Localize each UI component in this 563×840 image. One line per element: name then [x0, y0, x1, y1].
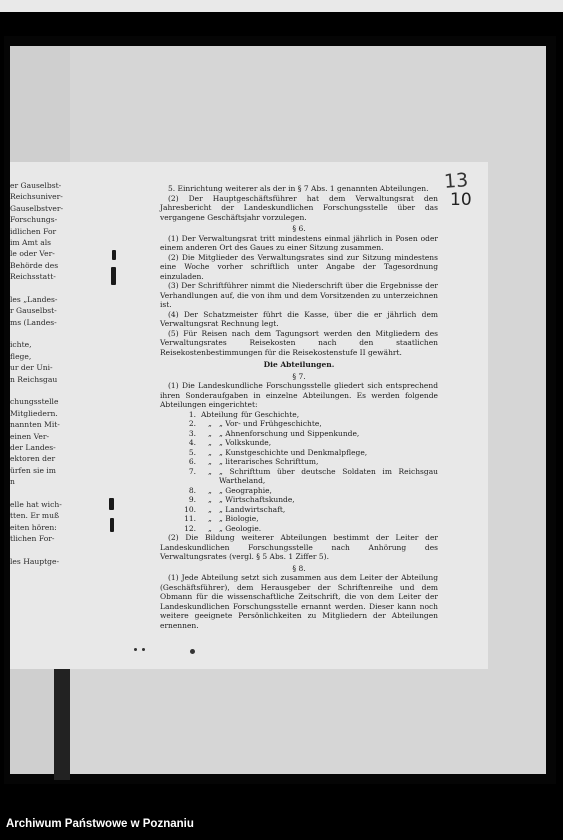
neighbor-fragment-line: Behörde des: [10, 260, 59, 270]
section-heading: § 6.: [292, 224, 306, 233]
neighbor-page-fragments: [10, 180, 70, 567]
abteilung-number: 4.: [188, 438, 196, 447]
abteilung-prefix: Abteilung: [201, 409, 238, 419]
abteilung-title: „ Vor- und Frühgeschichte,: [219, 419, 322, 428]
neighbor-fragment-line: er Gauselbst-: [10, 181, 62, 190]
neighbor-fragment-line: flege,: [10, 351, 32, 361]
handwritten-page-number: 13: [443, 169, 469, 193]
neighbor-fragment-line: Gauselbstver-: [10, 203, 64, 213]
abteilung-title: „ Schrifttum über deutsche Soldaten im Reichsgau Wartheland,: [219, 466, 438, 485]
abteilung-number: 12.: [184, 523, 196, 533]
paragraph: (1) Der Verwaltungsrat tritt mindestens einmal jährlich in Posen oder einem anderen Ort des Gaues zu einer Sitzung zusammen.: [160, 233, 438, 252]
neighbor-fragment-line: [10, 328, 70, 339]
neighbor-fragment-line: Reichsstatt-: [10, 272, 56, 282]
abteilung-prefix: „: [208, 428, 212, 438]
abteilung-number: 7.: [188, 466, 196, 476]
neighbor-fragment-line: [10, 545, 70, 556]
punch-hole-mark: [112, 250, 116, 260]
abteilung-number: 9.: [188, 495, 196, 504]
abteilung-row: [160, 457, 438, 467]
paragraph: (5) Für Reisen nach dem Tagungsort werden den Mitgliedern des Verwaltungsrates Reisekosten nach den staatlichen Reisekostenbestimmungen für die Reisekostenstufe II gewährt.: [160, 328, 438, 357]
abteilung-number: 11.: [184, 514, 196, 523]
paragraph: (1) Die Landeskundliche Forschungsstelle gliedert sich entsprechend ihren Sonderaufgaben in einzelne Abteilungen. Es werden folgende Abteilungen eingerichtet:: [160, 381, 438, 409]
neighbor-fragment-line: tlichen For-: [10, 534, 55, 544]
abteilung-title: für Geschichte,: [240, 409, 300, 419]
abteilung-prefix: „: [208, 419, 212, 428]
neighbor-fragment-line: im Amt als: [10, 237, 52, 247]
abteilung-title: „ literarisches Schrifttum,: [219, 457, 319, 466]
abteilung-row: [160, 429, 438, 439]
neighbor-fragment-line: le oder Ver-: [10, 249, 55, 259]
neighbor-fragment-line: der Landes-: [10, 442, 56, 452]
paragraph: 5. Einrichtung weiterer als der in § 7 Abs. 1 genannten Abteilungen.: [168, 184, 429, 193]
punch-hole-mark: [110, 518, 114, 532]
document-body: [160, 184, 438, 630]
neighbor-fragment-line: tten. Er muß: [10, 511, 60, 521]
neighbor-fragment-line: les Hauptge-: [10, 556, 60, 566]
abteilung-prefix: „: [208, 438, 212, 447]
neighbor-fragment-line: [10, 385, 70, 396]
section-heading: § 8.: [292, 563, 306, 573]
abteilung-title: „ Biologie,: [219, 514, 259, 523]
archive-label: Archiwum Państwowe w Poznaniu: [6, 818, 194, 830]
specks: [190, 649, 195, 654]
film-top-strip: [0, 0, 563, 12]
neighbor-fragment-line: r Gauselbst-: [10, 306, 57, 316]
neighbor-fragment-line: les „Landes-: [10, 294, 58, 304]
handwritten-page-number-corrected: 10: [450, 190, 472, 210]
abteilung-title: „ Geographie,: [219, 485, 272, 495]
punch-hole-mark: [111, 267, 116, 285]
paragraph: (2) Die Mitglieder des Verwaltungsrates sind zur Sitzung mindestens eine Woche vorher schriftlich unter Angabe der Tagesordnung einzuladen.: [160, 252, 438, 281]
abteilung-title: „ Landwirtschaft,: [219, 504, 286, 514]
neighbor-fragment-line: ichte,: [10, 340, 32, 350]
abteilung-row: [160, 448, 438, 458]
neighbor-fragment-line: chungsstelle: [10, 397, 59, 407]
abteilung-prefix: „: [208, 495, 212, 504]
abteilung-row: [160, 410, 438, 420]
neighbor-fragment-line: Mitgliedern.: [10, 408, 58, 418]
abteilung-title: „ Kunstgeschichte und Denkmalpflege,: [219, 447, 368, 457]
abteilung-title: „ Wirtschaftskunde,: [219, 495, 295, 504]
section-heading: § 7.: [292, 371, 306, 381]
abteilung-prefix: „: [208, 447, 212, 457]
punch-hole-mark: [109, 498, 114, 510]
neighbor-fragment-line: n: [10, 477, 15, 487]
paragraph: (2) Die Bildung weiterer Abteilungen bestimmt der Leiter der Landeskundlichen Forschungsstelle nach Anhörung des Verwaltungsrates (vergl. § 5 Abs. 1 Ziffer 5).: [160, 533, 438, 561]
abteilung-number: 1.: [188, 409, 196, 419]
neighbor-fragment-line: ürfen sie im: [10, 465, 56, 475]
abteilung-title: „ Geologie.: [219, 523, 262, 533]
neighbor-fragment-line: ur der Uni-: [10, 363, 53, 373]
abteilung-number: 8.: [188, 485, 196, 495]
neighbor-fragment-line: n Reichsgau: [10, 374, 58, 384]
abteilung-row: [160, 514, 438, 524]
archive-footer: [0, 808, 563, 840]
abteilung-row: [160, 419, 438, 429]
neighbor-fragment-line: [10, 283, 70, 294]
abteilung-row: [160, 524, 438, 534]
abteilung-prefix: „: [208, 485, 212, 495]
abteilung-title: „ Volkskunde,: [219, 438, 272, 447]
abteilung-prefix: „: [208, 457, 212, 466]
abteilung-number: 5.: [188, 447, 196, 457]
neighbor-fragment-line: idlichen For: [10, 226, 57, 236]
abteilung-number: 6.: [188, 457, 196, 466]
abteilung-row: [160, 438, 438, 448]
abteilung-number: 10.: [184, 504, 196, 514]
specks: [134, 648, 137, 651]
neighbor-fragment-line: nannten Mit-: [10, 420, 60, 430]
neighbor-fragment-line: elle hat wich-: [10, 499, 62, 509]
abteilung-row: [160, 486, 438, 496]
abteilung-prefix: „: [208, 504, 212, 514]
neighbor-fragment-line: Reichsuniver-: [10, 192, 63, 202]
chapter-heading: Die Abteilungen.: [263, 360, 335, 369]
abteilung-prefix: „: [208, 466, 212, 476]
abteilung-row: [160, 505, 438, 515]
paragraph: (4) Der Schatzmeister führt die Kasse, über die er jährlich dem Verwaltungsrat Rechnung legt.: [160, 309, 438, 328]
abteilung-prefix: „: [208, 523, 212, 533]
abteilung-row: [160, 495, 438, 505]
abteilungen-list: [160, 410, 438, 534]
abteilung-prefix: „: [208, 514, 212, 523]
abteilung-title: „ Ahnenforschung und Sippenkunde,: [219, 428, 360, 438]
abteilung-number: 3.: [188, 428, 196, 438]
paragraph: (2) Der Hauptgeschäftsführer hat dem Verwaltungsrat den Jahresbericht der Landeskundlichen Forschungsstelle über das vergangene Geschäftsjahr vorzulegen.: [160, 193, 438, 222]
neighbor-fragment-line: einen Ver-: [10, 431, 50, 441]
abteilung-number: 2.: [188, 419, 196, 428]
neighbor-fragment-line: eiten hören:: [10, 522, 57, 532]
neighbor-fragment-line: [10, 488, 70, 499]
abteilung-row: [160, 467, 438, 486]
paragraph: (3) Der Schriftführer nimmt die Niederschrift über die Ergebnisse der Verhandlungen auf, die von ihm und dem Vorsitzenden zu unterzeichnen ist.: [160, 281, 438, 309]
neighbor-fragment-line: ms (Landes-: [10, 317, 57, 327]
page-fold-shadow: [54, 660, 70, 780]
specks: [142, 648, 145, 651]
neighbor-fragment-line: Forschungs-: [10, 215, 58, 225]
paragraph: (1) Jede Abteilung setzt sich zusammen aus dem Leiter der Abteilung (Geschäftsführer), dem Herausgeber der Schriftenreihe und dem Obmann für die wissenschaftliche Zeitschrift, die von dem Leiter der Landeskundlichen Forschungsstelle ernannt werden. Dieser kann noch weitere geeignete Persönlichkeiten zu Mitgliedern der Abteilungen ernennen.: [160, 573, 438, 630]
neighbor-fragment-line: ektoren der: [10, 454, 56, 464]
